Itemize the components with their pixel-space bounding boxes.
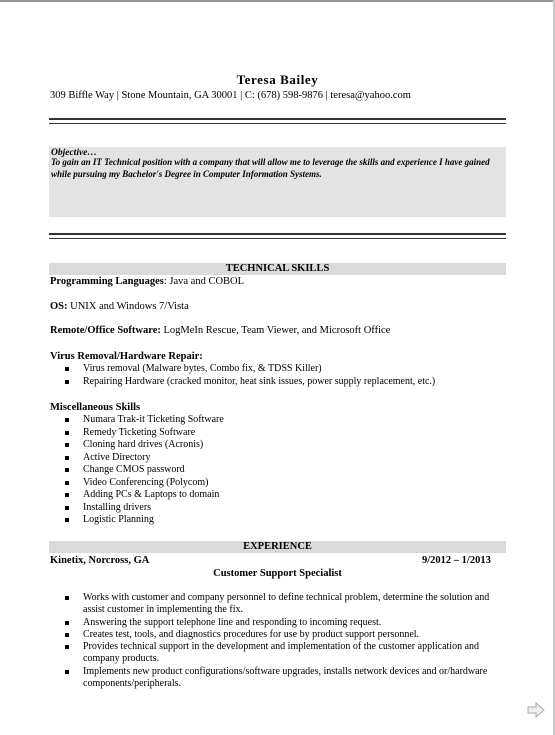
contact-line: 309 Biffle Way | Stone Mountain, GA 30001 | C: (678) 598-9876 | teresa@yahoo.com bbox=[50, 90, 411, 101]
objective-box bbox=[49, 147, 506, 217]
objective-heading: Objective… bbox=[51, 148, 97, 158]
virus-removal-heading bbox=[50, 351, 203, 362]
list-item: Change CMOS password bbox=[49, 464, 224, 477]
list-item: Provides technical support in the development and implementation of the customer application and company products. bbox=[49, 641, 506, 666]
remote-office-value: LogMeIn Rescue, Team Viewer, and Microsoft Office bbox=[160, 325, 391, 336]
list-item: Remedy Ticketing Software bbox=[49, 427, 224, 440]
programming-languages-value: : Java and COBOL bbox=[163, 276, 245, 287]
list-item: Active Directory bbox=[49, 452, 224, 465]
experience-heading: EXPERIENCE bbox=[49, 541, 506, 553]
list-item: Repairing Hardware (cracked monitor, heat sink issues, power supply replacement, etc.) bbox=[49, 376, 435, 389]
list-item: Virus removal (Malware bytes, Combo fix, & TDSS Killer) bbox=[49, 363, 435, 376]
technical-skills-heading: TECHNICAL SKILLS bbox=[49, 263, 506, 275]
viewer-top-border bbox=[0, 0, 555, 2]
os-line bbox=[50, 301, 189, 312]
list-item: Numara Trak-it Ticketing Software bbox=[49, 414, 224, 427]
list-item: Works with customer and company personnel to define technical problem, determine the solution and assist customer in implementing the fix. bbox=[49, 592, 506, 617]
os-value: UNIX and Windows 7/Vista bbox=[67, 301, 189, 312]
list-item: Video Conferencing (Polycom) bbox=[49, 477, 224, 490]
virus-removal-label: Virus Removal/Hardware Repair: bbox=[50, 351, 203, 362]
os-label: OS: bbox=[50, 301, 68, 312]
header-divider bbox=[49, 118, 506, 124]
list-item: Adding PCs & Laptops to domain bbox=[49, 489, 224, 502]
candidate-name: Teresa Bailey bbox=[236, 72, 319, 87]
list-item: Answering the support telephone line and responding to incoming request. bbox=[49, 617, 506, 629]
remote-office-label: Remote/Office Software: bbox=[50, 325, 161, 336]
programming-languages-label: Programming Languages bbox=[50, 276, 164, 287]
experience-list bbox=[49, 592, 506, 690]
misc-skills-list bbox=[49, 414, 224, 527]
job-title: Customer Support Specialist bbox=[213, 568, 342, 579]
misc-skills-heading bbox=[50, 402, 140, 413]
employment-dates: 9/2012 – 1/2013 bbox=[422, 555, 491, 566]
list-item: Logistic Planning bbox=[49, 514, 224, 527]
list-item: Implements new product configurations/software upgrades, installs network devices and or/hardware components/peripherals. bbox=[49, 666, 506, 691]
employer-name: Kinetix, Norcross, GA bbox=[50, 555, 150, 566]
misc-skills-label: Miscellaneous Skills bbox=[50, 402, 141, 413]
objective-text: To gain an IT Technical position with a company that will allow me to leverage the skills and experience I have gained while pursuing my Bachelor's Degree in Computer Information Systems. bbox=[51, 157, 490, 179]
objective-divider bbox=[49, 233, 506, 239]
arrow-right-icon[interactable] bbox=[526, 700, 546, 720]
virus-removal-list bbox=[49, 363, 435, 388]
list-item: Installing drivers bbox=[49, 502, 224, 515]
list-item: Creates test, tools, and diagnostics procedures for use by product support personnel. bbox=[49, 629, 506, 641]
list-item: Cloning hard drives (Acronis) bbox=[49, 439, 224, 452]
remote-office-line bbox=[50, 325, 390, 336]
programming-languages-line bbox=[50, 276, 244, 287]
